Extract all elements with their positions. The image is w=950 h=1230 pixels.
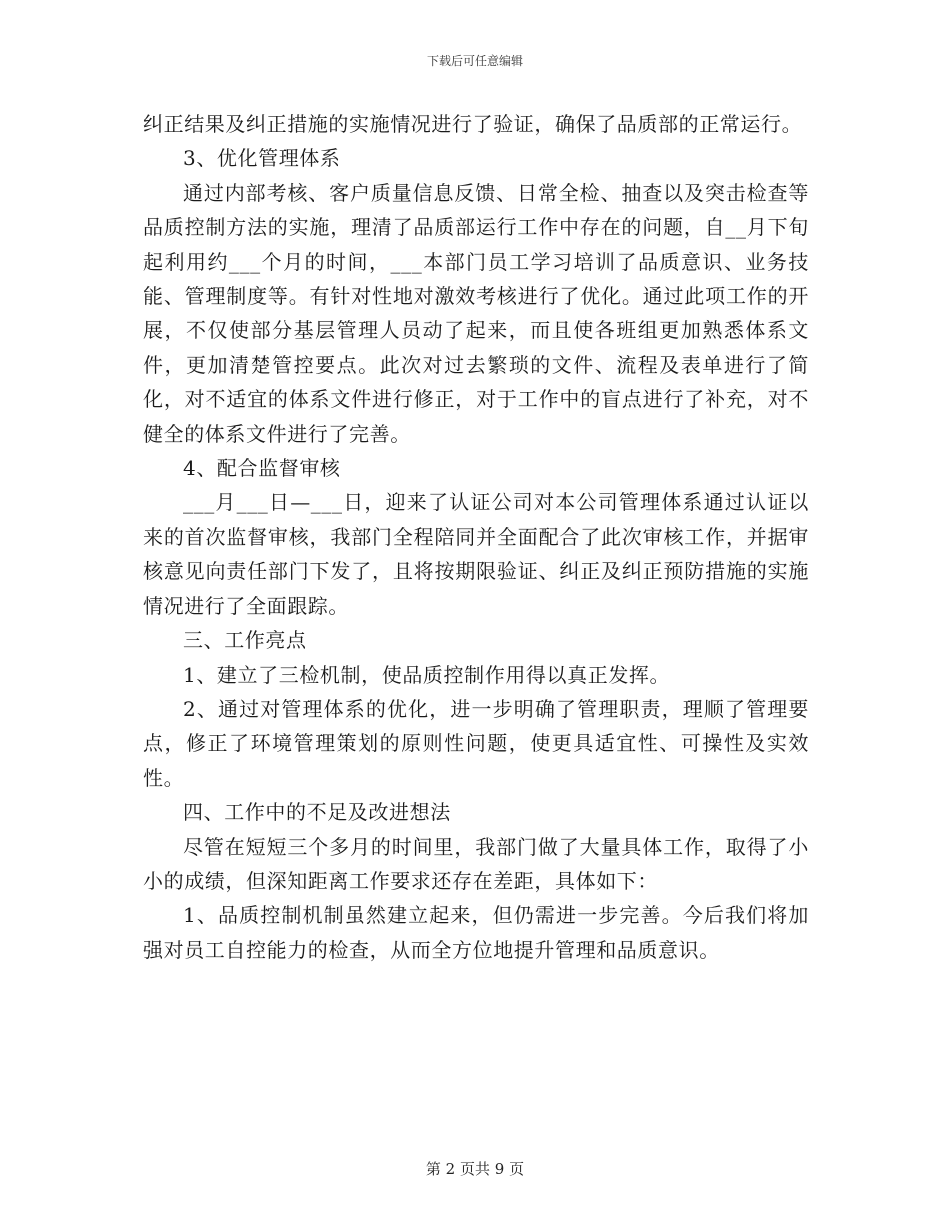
page-footer-number: 第 2 页共 9 页 xyxy=(425,1160,525,1178)
heading-supervision-audit: 4、配合监督审核 xyxy=(183,456,341,481)
highlight-item-2: 2、通过对管理体系的优化，进一步明确了管理职责，理顺了管理要点，修正了环境管理策划的原则性问题，使更具适宜性、可操性及实效性。 xyxy=(143,696,809,790)
heading-shortcomings: 四、工作中的不足及改进想法 xyxy=(183,800,451,825)
highlight-item-1: 1、建立了三检机制，使品质控制作用得以真正发挥。 xyxy=(183,662,671,687)
document-body xyxy=(143,107,809,967)
shortcoming-item-1: 1、品质控制机制虽然建立起来，但仍需进一步完善。今后我们将加强对员工自控能力的检查，从而全方位地提升管理和品质意识。 xyxy=(143,903,809,962)
heading-work-highlights: 三、工作亮点 xyxy=(183,628,307,653)
paragraph-shortcomings-intro: 尽管在短短三个多月的时间里，我部门做了大量具体工作，取得了小小的成绩，但深知距离工作要求还存在差距，具体如下： xyxy=(143,834,809,893)
paragraph-optimize-details: 通过内部考核、客户质量信息反馈、日常全检、抽查以及突击检查等品质控制方法的实施，理清了品质部运行工作中存在的问题，自__月下旬起利用约___个月的时间，___本部门员工学习培训了品质意识、业务技能、管理制度等。有针对性地对激效考核进行了优化。通过此项工作的开展，不仅使部分基层管理人员动了起来，而且使各班组更加熟悉体系文件，更加清楚管控要点。此次对过去繁琐的文件、流程及表单进行了简化，对不适宜的体系文件进行修正，对于工作中的盲点进行了补充，对不健全的体系文件进行了完善。 xyxy=(143,180,809,446)
page-header-note: 下载后可任意编辑 xyxy=(426,54,523,68)
paragraph-verification: 纠正结果及纠正措施的实施情况进行了验证，确保了品质部的正常运行。 xyxy=(143,112,803,136)
heading-optimize-management-system: 3、优化管理体系 xyxy=(183,146,341,171)
paragraph-audit-details: ___月___日—___日，迎来了认证公司对本公司管理体系通过认证以来的首次监督审核，我部门全程陪同并全面配合了此次审核工作，并据审核意见向责任部门下发了，且将按期限验证、纠正及纠正预防措施的实施情况进行了全面跟踪。 xyxy=(143,490,809,618)
